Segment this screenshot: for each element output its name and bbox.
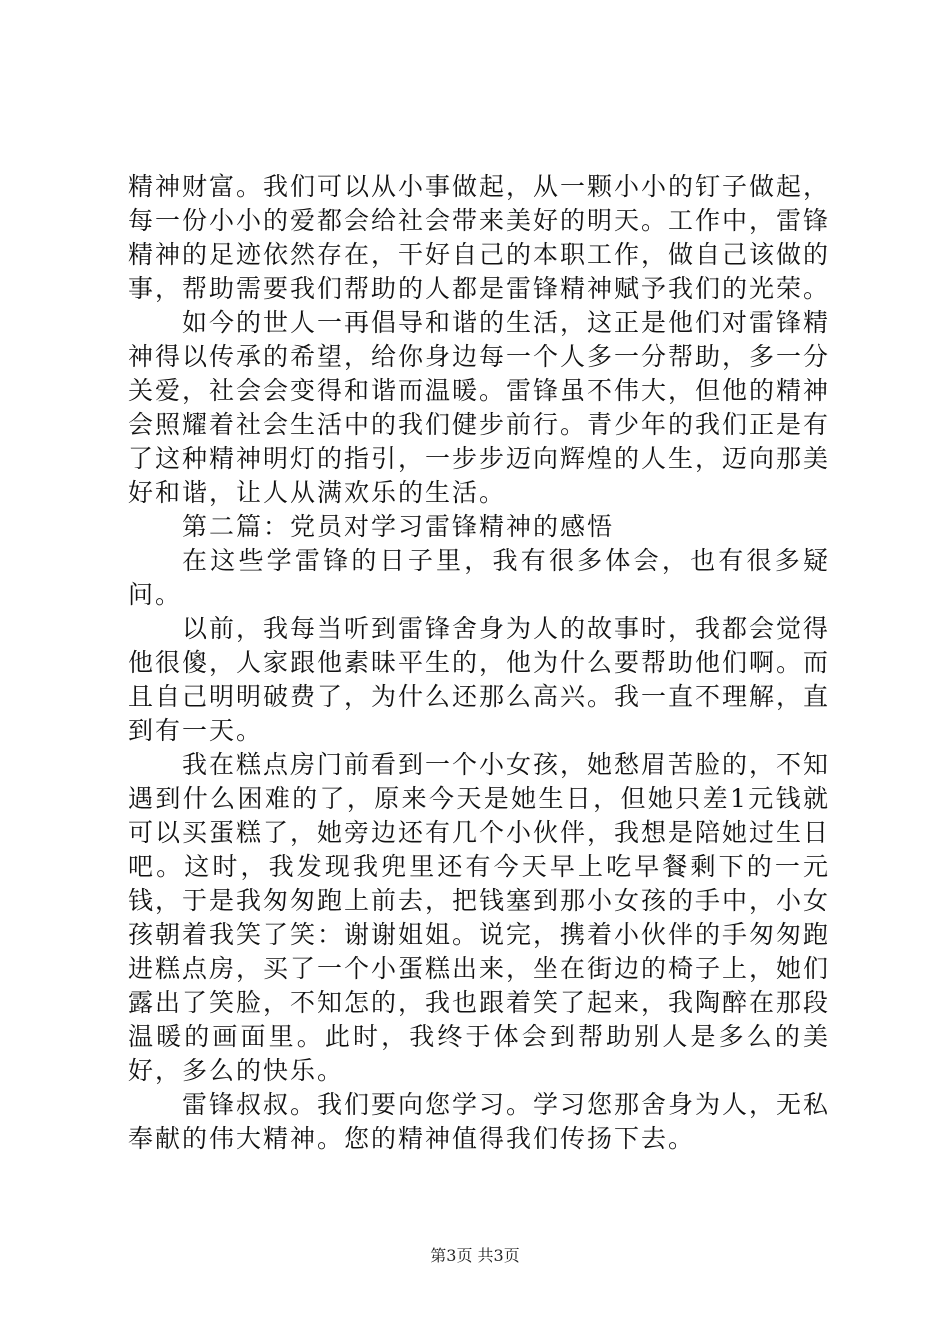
paragraph-1: 精神财富。我们可以从小事做起，从一颗小小的钉子做起，每一份小小的爱都会给社会带来美好的明天。工作中，雷锋精神的足迹依然存在，干好自己的本职工作，做自己该做的事，帮助需要我们帮助的人都是雷锋精神赋予我们的光荣。 — [128, 172, 831, 303]
paragraph-3: 在这些学雷锋的日子里，我有很多体会，也有很多疑问。 — [128, 546, 830, 609]
paragraph-2: 如今的世人一再倡导和谐的生活，这正是他们对雷锋精神得以传承的希望，给你身边每一个人多一分帮助，多一分关爱，社会会变得和谐而温暖。雷锋虽不伟大，但他的精神会照耀着社会生活中的我们健步前行。青少年的我们正是有了这种精神明灯的指引，一步步迈向辉煌的人生，迈向那美好和谐，让人从满欢乐的生活。 — [128, 308, 831, 507]
document-body — [128, 170, 830, 1156]
page-footer: 第3页 共3页 — [430, 1246, 520, 1265]
paragraph-5: 我在糕点房门前看到一个小女孩，她愁眉苦脸的，不知遇到什么困难的了，原来今天是她生日，但她只差1元钱就可以买蛋糕了，她旁边还有几个小伙伴，我想是陪她过生日吧。这时，我发现我兜里还有今天早上吃早餐剩下的一元钱，于是我匆匆跑上前去，把钱塞到那小女孩的手中，小女孩朝着我笑了笑：谢谢姐姐。说完，携着小伙伴的手匆匆跑进糕点房，买了一个小蛋糕出来，坐在街边的椅子上，她们露出了笑脸，不知怎的，我也跟着笑了起来，我陶醉在那段温暖的画面里。此时，我终于体会到帮助别人是多么的美好，多么的快乐。 — [128, 750, 831, 1085]
paragraph-4: 以前，我每当听到雷锋舍身为人的故事时，我都会觉得他很傻，人家跟他素昧平生的，他为什么要帮助他们啊。而且自己明明破费了，为什么还那么高兴。我一直不理解，直到有一天。 — [128, 614, 831, 745]
paragraph-6: 雷锋叔叔。我们要向您学习。学习您那舍身为人，无私奉献的伟大精神。您的精神值得我们传扬下去。 — [128, 1090, 831, 1153]
section-heading: 第二篇：党员对学习雷锋精神的感悟 — [182, 512, 615, 541]
